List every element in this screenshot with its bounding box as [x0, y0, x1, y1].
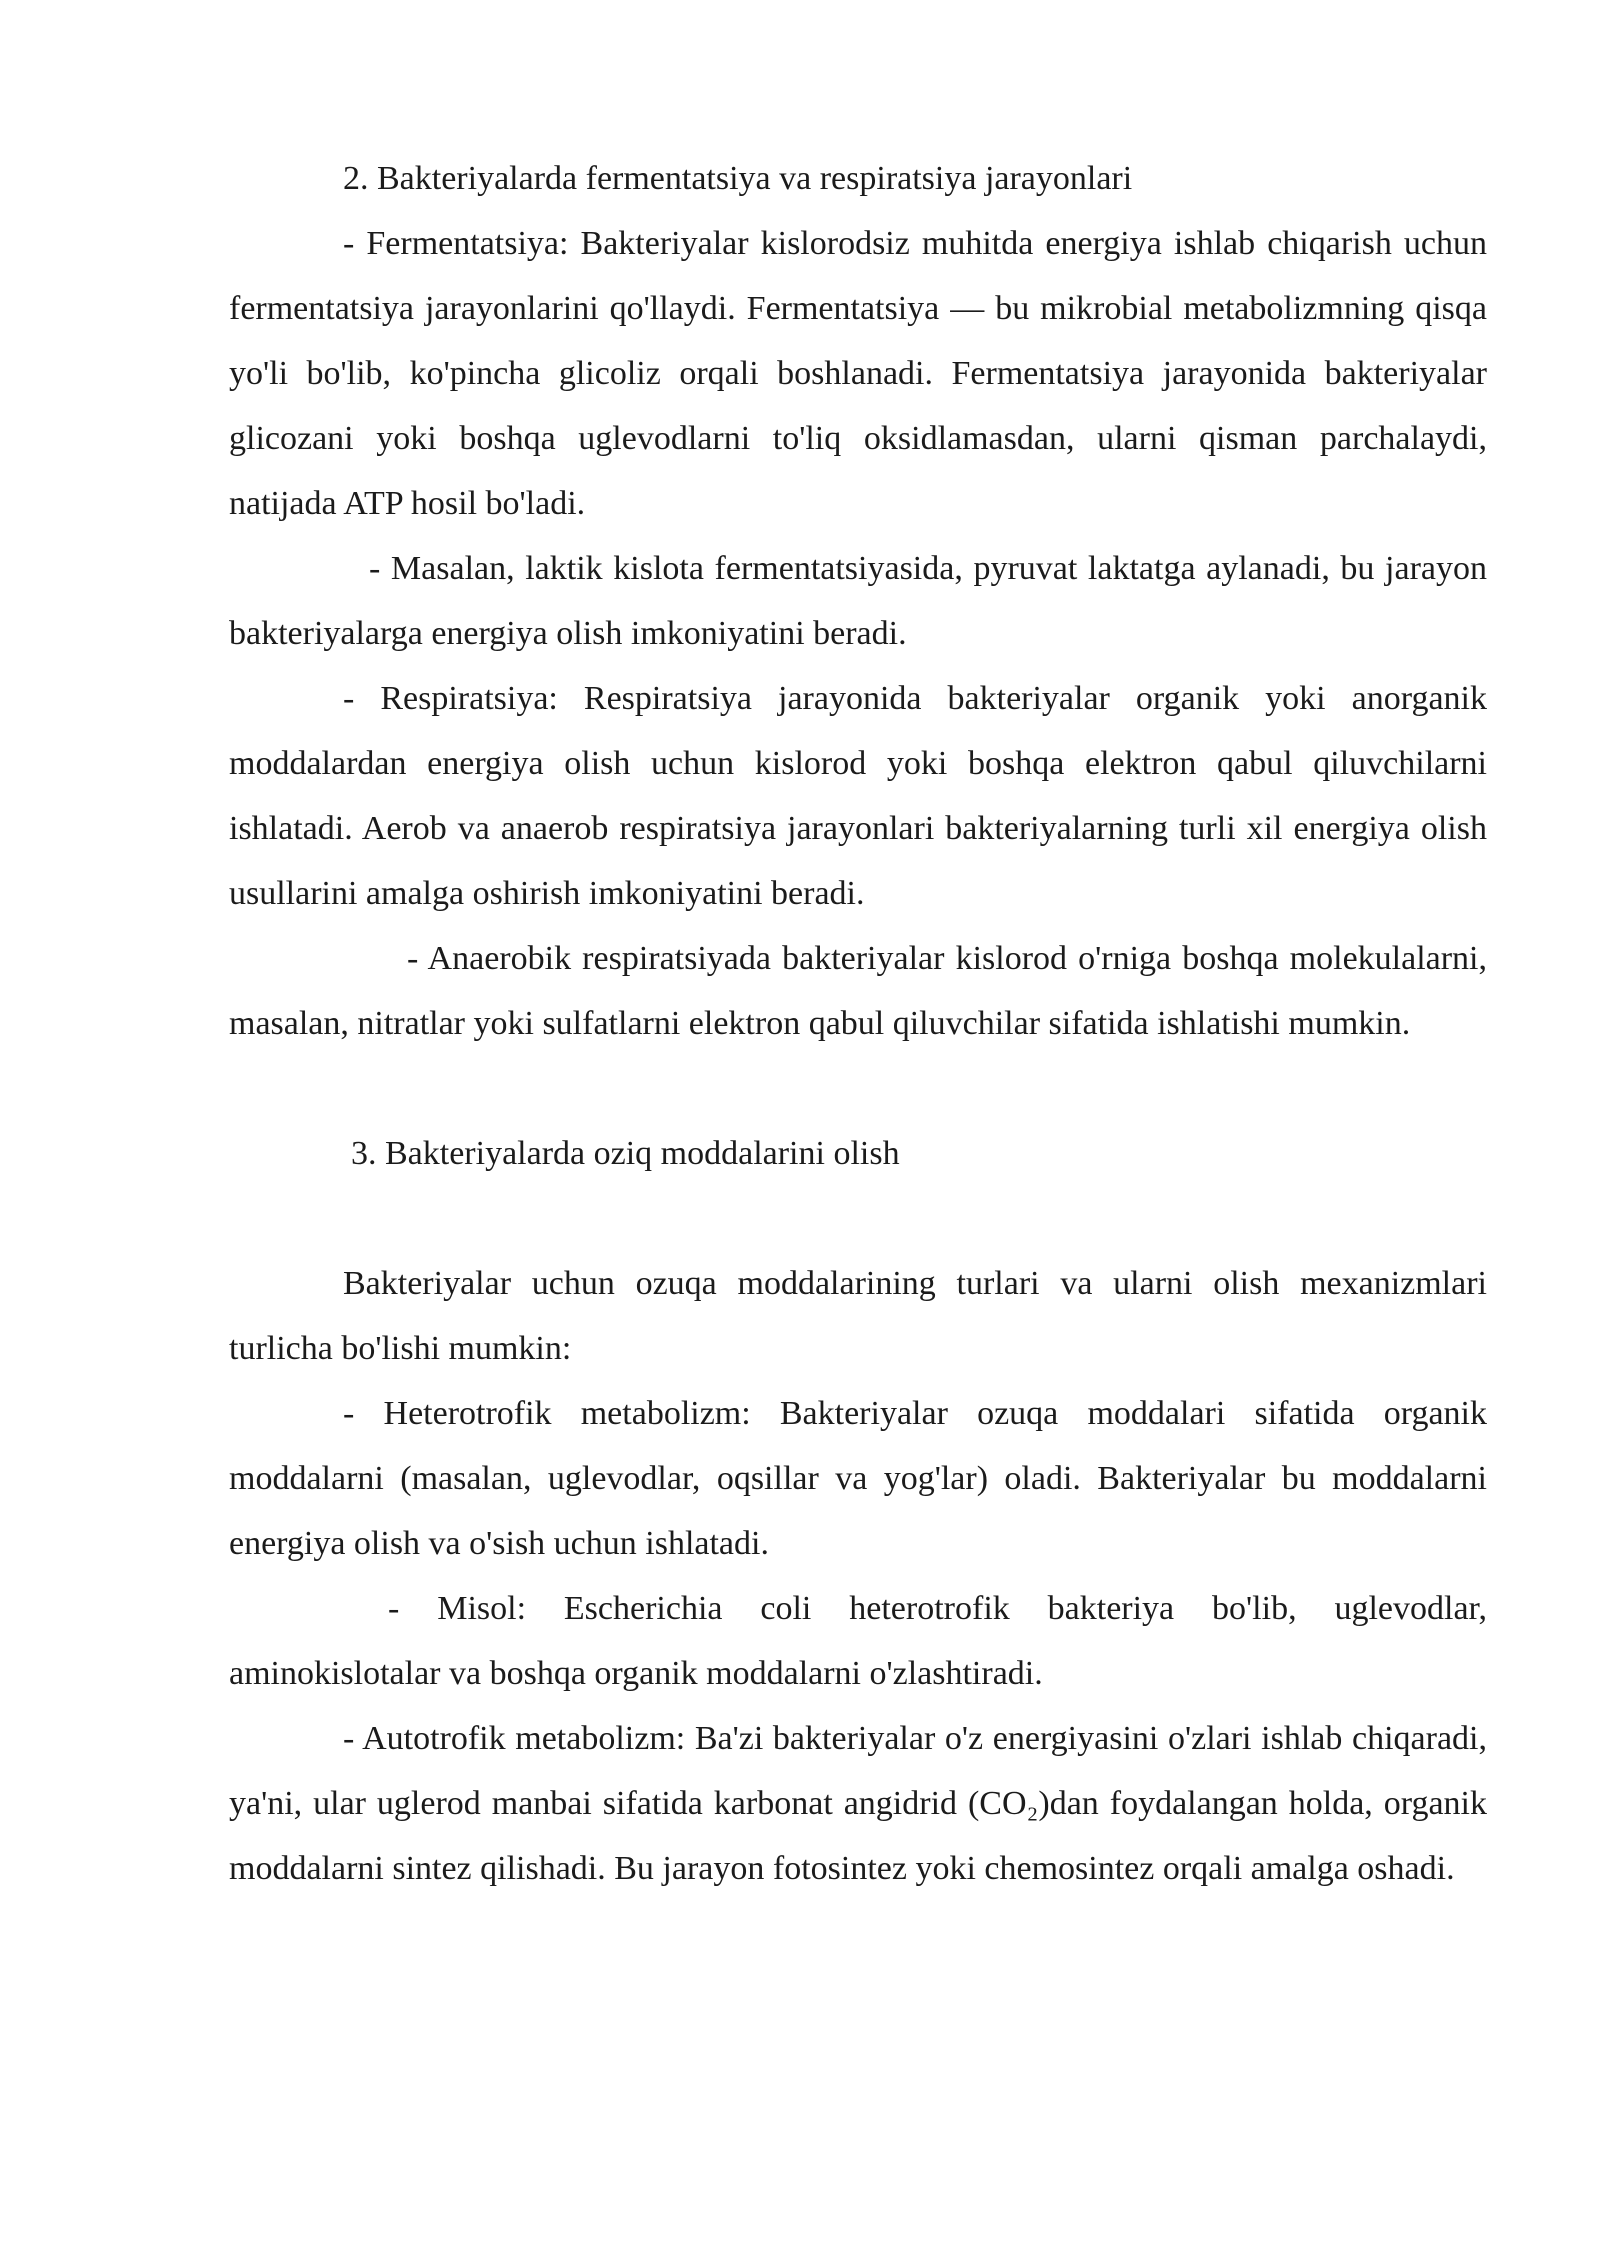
- document-page: [229, 146, 1487, 1901]
- heterotrophic-paragraph: - Heterotrofik metabolizm: Bakteriyalar ozuqa moddalari sifatida organik moddalarni (masalan, uglevodlar, oqsillar va yog'lar) oladi. Bakteriyalar bu moddalarni energiya olish va o'sish uchun ishlatadi.: [229, 1395, 1487, 1562]
- section-2-heading: 2. Bakteriyalarda fermentatsiya va respiratsiya jarayonlari: [343, 160, 1133, 197]
- ecoli-example-paragraph: - Misol: Escherichia coli heterotrofik bakteriya bo'lib, uglevodlar, aminokislotalar va boshqa organik moddalarni o'zlashtiradi.: [229, 1590, 1487, 1692]
- lactic-example-paragraph: - Masalan, laktik kislota fermentatsiyasida, pyruvat laktatga aylanadi, bu jarayon bakteriyalarga energiya olish imkoniyatini beradi.: [229, 550, 1487, 652]
- section-3-heading: 3. Bakteriyalarda oziq moddalarini olish: [351, 1135, 900, 1172]
- respiration-paragraph: - Respiratsiya: Respiratsiya jarayonida bakteriyalar organik yoki anorganik moddalardan energiya olish uchun kislorod yoki boshqa elektron qabul qiluvchilarni ishlatadi. Aerob va anaerob respiratsiya jarayonlari bakteriyalarning turli xil energiya olish usullarini amalga oshirish imkoniyatini beradi.: [229, 680, 1487, 912]
- nutrient-intro-paragraph: Bakteriyalar uchun ozuqa moddalarining turlari va ularni olish mexanizmlari turlicha bo'lishi mumkin:: [229, 1265, 1487, 1367]
- autotrophic-paragraph: - Autotrofik metabolizm: Ba'zi bakteriyalar o'z energiyasini o'zlari ishlab chiqaradi, ya'ni, ular uglerod manbai sifatida karbonat angidrid (CO₂)dan foydalangan holda, organik moddalarni sintez qilishadi. Bu jarayon fotosintez yoki chemosintez orqali amalga oshadi.: [229, 1720, 1487, 1887]
- anaerobic-paragraph: - Anaerobik respiratsiyada bakteriyalar kislorod o'rniga boshqa molekulalarni, masalan, nitratlar yoki sulfatlarni elektron qabul qiluvchilar sifatida ishlatishi mumkin.: [229, 940, 1487, 1042]
- fermentation-paragraph: - Fermentatsiya: Bakteriyalar kislorodsiz muhitda energiya ishlab chiqarish uchun fermentatsiya jarayonlarini qo'llaydi. Fermentatsiya — bu mikrobial metabolizmning qisqa yo'li bo'lib, ko'pincha glicoliz orqali boshlanadi. Fermentatsiya jarayonida bakteriyalar glicozani yoki boshqa uglevodlarni to'liq oksidlamasdan, ularni qisman parchalaydi, natijada ATP hosil bo'ladi.: [229, 225, 1487, 522]
